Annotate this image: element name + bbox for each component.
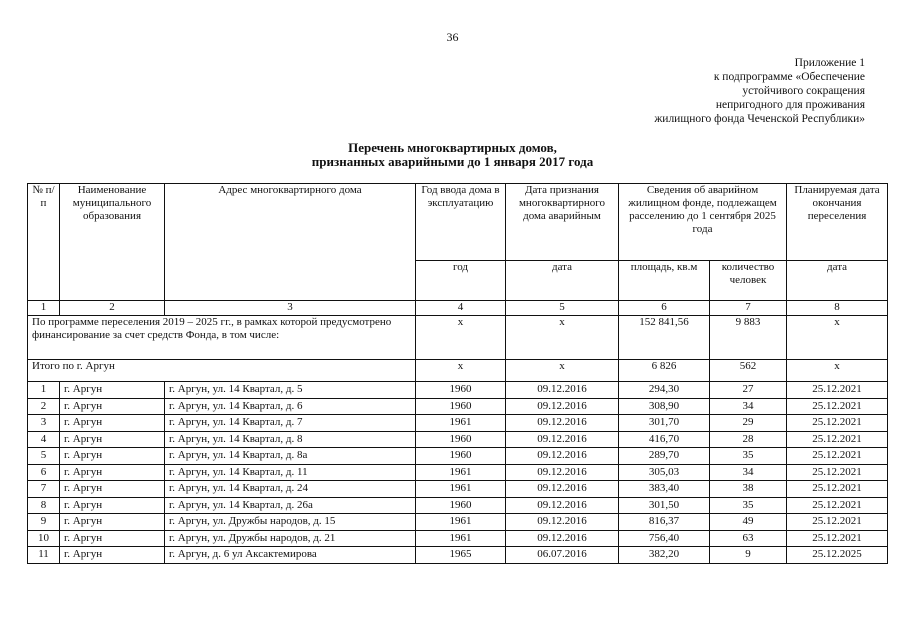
program-row xyxy=(28,316,888,360)
row-number: 7 xyxy=(28,481,60,498)
subheader-people: количество человек xyxy=(710,261,787,301)
row-municipality: г. Аргун xyxy=(60,415,165,432)
row-recognition-date: 09.12.2016 xyxy=(506,464,619,481)
row-address: г. Аргун, ул. 14 Квартал, д. 6 xyxy=(165,398,416,415)
column-number: 5 xyxy=(506,301,619,316)
row-address: г. Аргун, ул. 14 Квартал, д. 8а xyxy=(165,448,416,465)
table-row xyxy=(28,382,888,399)
row-number: 1 xyxy=(28,382,60,399)
row-municipality: г. Аргун xyxy=(60,464,165,481)
row-people: 27 xyxy=(710,382,787,399)
row-planned-date: 25.12.2021 xyxy=(787,530,888,547)
row-recognition-date: 09.12.2016 xyxy=(506,448,619,465)
row-planned-date: 25.12.2021 xyxy=(787,448,888,465)
table-row xyxy=(28,481,888,498)
row-year: 1961 xyxy=(416,481,506,498)
row-address: г. Аргун, ул. 14 Квартал, д. 11 xyxy=(165,464,416,481)
row-year: 1960 xyxy=(416,448,506,465)
column-number: 2 xyxy=(60,301,165,316)
program-planned: х xyxy=(787,316,888,360)
houses-table xyxy=(27,183,888,564)
row-area: 382,20 xyxy=(619,547,710,564)
row-municipality: г. Аргун xyxy=(60,481,165,498)
row-people: 38 xyxy=(710,481,787,498)
row-number: 10 xyxy=(28,530,60,547)
row-municipality: г. Аргун xyxy=(60,398,165,415)
row-recognition-date: 09.12.2016 xyxy=(506,481,619,498)
table-row xyxy=(28,398,888,415)
data-rows xyxy=(28,382,888,564)
program-people: 9 883 xyxy=(710,316,787,360)
row-municipality: г. Аргун xyxy=(60,514,165,531)
title-line-1: Перечень многоквартирных домов, xyxy=(348,140,557,155)
table-row xyxy=(28,497,888,514)
row-number: 8 xyxy=(28,497,60,514)
total-year: х xyxy=(416,360,506,382)
row-planned-date: 25.12.2021 xyxy=(787,398,888,415)
table-row xyxy=(28,530,888,547)
row-municipality: г. Аргун xyxy=(60,547,165,564)
row-year: 1960 xyxy=(416,497,506,514)
header-planned-date: Планируемая дата окончания переселения xyxy=(787,184,888,261)
row-people: 34 xyxy=(710,464,787,481)
column-number: 1 xyxy=(28,301,60,316)
row-number: 11 xyxy=(28,547,60,564)
row-address: г. Аргун, ул. Дружбы народов, д. 15 xyxy=(165,514,416,531)
table-row xyxy=(28,514,888,531)
row-year: 1961 xyxy=(416,514,506,531)
row-number: 2 xyxy=(28,398,60,415)
row-municipality: г. Аргун xyxy=(60,382,165,399)
row-planned-date: 25.12.2021 xyxy=(787,431,888,448)
program-date: х xyxy=(506,316,619,360)
row-address: г. Аргун, ул. 14 Квартал, д. 5 xyxy=(165,382,416,399)
total-row xyxy=(28,360,888,382)
row-area: 416,70 xyxy=(619,431,710,448)
table-row xyxy=(28,415,888,432)
row-area: 308,90 xyxy=(619,398,710,415)
total-people: 562 xyxy=(710,360,787,382)
row-planned-date: 25.12.2021 xyxy=(787,382,888,399)
row-recognition-date: 09.12.2016 xyxy=(506,514,619,531)
column-number-row xyxy=(28,301,888,316)
row-recognition-date: 09.12.2016 xyxy=(506,497,619,514)
appendix-line: непригодного для проживания xyxy=(715,99,865,111)
row-planned-date: 25.12.2021 xyxy=(787,514,888,531)
appendix-line: Приложение 1 xyxy=(794,57,865,69)
column-number: 6 xyxy=(619,301,710,316)
row-address: г. Аргун, ул. 14 Квартал, д. 24 xyxy=(165,481,416,498)
row-number: 6 xyxy=(28,464,60,481)
row-people: 35 xyxy=(710,448,787,465)
row-address: г. Аргун, ул. 14 Квартал, д. 26а xyxy=(165,497,416,514)
appendix-note xyxy=(654,56,865,126)
total-date: х xyxy=(506,360,619,382)
appendix-line: жилищного фонда Чеченской Республики» xyxy=(654,113,865,125)
row-number: 3 xyxy=(28,415,60,432)
program-area: 152 841,56 xyxy=(619,316,710,360)
header-address: Адрес многоквартирного дома xyxy=(165,184,416,301)
subheader-date: дата xyxy=(506,261,619,301)
row-recognition-date: 09.12.2016 xyxy=(506,431,619,448)
row-recognition-date: 09.12.2016 xyxy=(506,530,619,547)
row-recognition-date: 09.12.2016 xyxy=(506,382,619,399)
row-number: 5 xyxy=(28,448,60,465)
row-address: г. Аргун, ул. 14 Квартал, д. 7 xyxy=(165,415,416,432)
row-recognition-date: 09.12.2016 xyxy=(506,415,619,432)
column-number: 4 xyxy=(416,301,506,316)
column-number: 3 xyxy=(165,301,416,316)
document-title xyxy=(0,141,905,169)
row-recognition-date: 06.07.2016 xyxy=(506,547,619,564)
row-planned-date: 25.12.2021 xyxy=(787,464,888,481)
row-municipality: г. Аргун xyxy=(60,530,165,547)
row-planned-date: 25.12.2021 xyxy=(787,481,888,498)
header-recognition-date: Дата признания многоквартирного дома аварийным xyxy=(506,184,619,261)
total-planned: х xyxy=(787,360,888,382)
row-people: 35 xyxy=(710,497,787,514)
row-area: 305,03 xyxy=(619,464,710,481)
column-number: 7 xyxy=(710,301,787,316)
row-year: 1960 xyxy=(416,382,506,399)
header-housing-info: Сведения об аварийном жилищном фонде, подлежащем расселению до 1 сентября 2025 года xyxy=(619,184,787,261)
row-area: 301,50 xyxy=(619,497,710,514)
row-people: 29 xyxy=(710,415,787,432)
row-area: 294,30 xyxy=(619,382,710,399)
row-people: 28 xyxy=(710,431,787,448)
row-planned-date: 25.12.2021 xyxy=(787,497,888,514)
row-municipality: г. Аргун xyxy=(60,448,165,465)
row-year: 1960 xyxy=(416,431,506,448)
title-line-2: признанных аварийными до 1 января 2017 года xyxy=(311,154,594,169)
column-number: 8 xyxy=(787,301,888,316)
row-year: 1961 xyxy=(416,415,506,432)
subheader-area: площадь, кв.м xyxy=(619,261,710,301)
row-address: г. Аргун, ул. 14 Квартал, д. 8 xyxy=(165,431,416,448)
header-year: Год ввода дома в эксплуатацию xyxy=(416,184,506,261)
row-area: 289,70 xyxy=(619,448,710,465)
row-people: 34 xyxy=(710,398,787,415)
total-label: Итого по г. Аргун xyxy=(28,360,416,382)
header-num: № п/п xyxy=(28,184,60,301)
table-row xyxy=(28,464,888,481)
row-people: 49 xyxy=(710,514,787,531)
appendix-line: устойчивого сокращения xyxy=(742,85,865,97)
row-area: 816,37 xyxy=(619,514,710,531)
appendix-line: к подпрограмме «Обеспечение xyxy=(713,71,865,83)
row-number: 9 xyxy=(28,514,60,531)
row-address: г. Аргун, ул. Дружбы народов, д. 21 xyxy=(165,530,416,547)
row-year: 1965 xyxy=(416,547,506,564)
row-planned-date: 25.12.2025 xyxy=(787,547,888,564)
row-area: 383,40 xyxy=(619,481,710,498)
subheader-year: год xyxy=(416,261,506,301)
table-row xyxy=(28,448,888,465)
subheader-planned: дата xyxy=(787,261,888,301)
page-number: 36 xyxy=(446,30,459,44)
row-area: 756,40 xyxy=(619,530,710,547)
table-row xyxy=(28,547,888,564)
row-year: 1961 xyxy=(416,464,506,481)
total-area: 6 826 xyxy=(619,360,710,382)
program-year: х xyxy=(416,316,506,360)
row-municipality: г. Аргун xyxy=(60,497,165,514)
row-municipality: г. Аргун xyxy=(60,431,165,448)
row-year: 1960 xyxy=(416,398,506,415)
row-year: 1961 xyxy=(416,530,506,547)
row-area: 301,70 xyxy=(619,415,710,432)
program-label: По программе переселения 2019 – 2025 гг., в рамках которой предусмотрено финансирование за счет средств Фонда, в том числе: xyxy=(28,316,416,360)
row-recognition-date: 09.12.2016 xyxy=(506,398,619,415)
row-number: 4 xyxy=(28,431,60,448)
header-municipality: Наименование муниципального образования xyxy=(60,184,165,301)
row-address: г. Аргун, д. 6 ул Аксактемирова xyxy=(165,547,416,564)
row-people: 63 xyxy=(710,530,787,547)
row-planned-date: 25.12.2021 xyxy=(787,415,888,432)
row-people: 9 xyxy=(710,547,787,564)
table-row xyxy=(28,431,888,448)
